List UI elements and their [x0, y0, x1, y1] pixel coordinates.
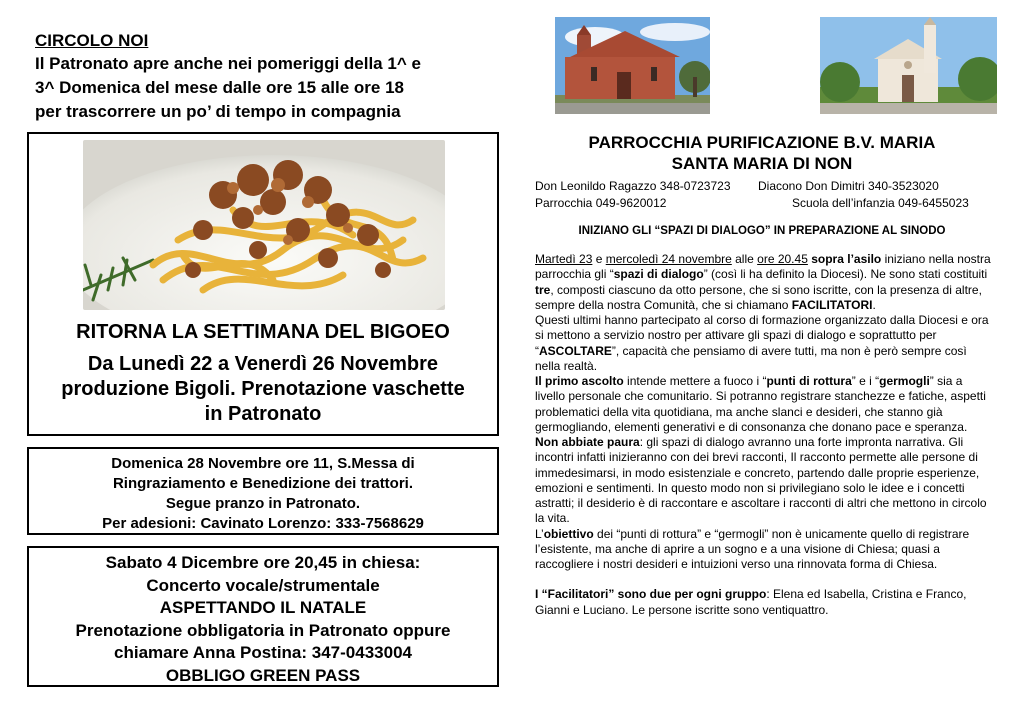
text-span: Questi ultimi hanno partecipato al corso di formazione organizzato dalla Diocesi e ora si mettono a servizio nostro per attivare gli spazi di dialogo e soprattutto per “	[535, 313, 989, 358]
circolo-noi-section	[35, 30, 505, 124]
circolo-line-1: Il Patronato apre anche nei pomeriggi della 1^ e	[35, 54, 421, 73]
text-span: I “Facilitatori” sono due per ogni gruppo	[535, 587, 767, 602]
bigoli-week-box	[27, 132, 499, 436]
concerto-line-1: Sabato 4 Dicembre ore 20,45 in chiesa:	[105, 553, 421, 572]
article-paragraph-1	[535, 252, 993, 313]
text-span: L’	[535, 526, 544, 541]
contact-don: Don Leonildo Ragazzo 348-0723723	[535, 179, 731, 193]
article-headline: INIZIANO GLI “SPAZI DI DIALOGO” IN PREPARAZIONE AL SINODO	[578, 225, 946, 237]
contact-diacono: Diacono Don Dimitri 340-3523020	[758, 179, 939, 193]
text-span: germogli	[879, 374, 930, 388]
text-span: FACILITATORI	[791, 297, 873, 312]
article-body	[535, 252, 993, 618]
text-span: Il primo ascolto	[535, 374, 624, 388]
text-span: : gli spazi di dialogo avranno una forte impronta narrativa. Gli incontri infatti inizieranno con dei brevi racconti, Il racconto permette alle persone di immedesimarsi, in modo esistenziale e concreto, partendo dalle proprie esperienze, emozioni e sentimenti. In questo modo non si privilegiano solo le idee e i concetti astratti; il desiderio è di raccontare e ascoltare i racconti di altri che mettono in circolo la vita.	[535, 435, 987, 526]
church-image-2	[820, 17, 997, 114]
concerto-line-2: Concerto vocale/strumentale	[146, 575, 380, 595]
parish-name-1: PARROCCHIA PURIFICAZIONE B.V. MARIA	[588, 133, 936, 152]
paragraph-gap	[535, 572, 993, 587]
text-span: iniziano nella nostra parrocchia gli “	[535, 252, 991, 282]
text-span: tre	[535, 282, 551, 297]
text-span: mercoledì 24 novembre	[605, 252, 732, 266]
article-paragraph-2	[535, 313, 993, 374]
text-span: ASCOLTARE	[539, 343, 612, 358]
concerto-line-5: chiamare Anna Postina: 347-0433004	[114, 643, 412, 662]
bigoli-details	[29, 352, 497, 427]
text-span: ” sia a livello personale che comunitario. Si potranno registrare stanchezze e fatiche, aspetti problematici della vita quotidiana, ma anche slanci e desideri, che stanno già germogliando, elementi generativi e di consonanza che donano pace e speranza.	[535, 374, 986, 434]
concerto-line-6: OBBLIGO GREEN PASS	[165, 665, 361, 685]
church-photo-2	[820, 17, 997, 114]
bigoli-line-1: Da Lunedì 22 a Venerdì 26 Novembre	[87, 353, 439, 375]
pasta-image	[83, 140, 445, 310]
messa-line-1: Domenica 28 Novembre ore 11, S.Messa di	[111, 455, 415, 472]
contact-scuola: Scuola dell’infanzia 049-6455023	[792, 196, 969, 210]
church-photo-1	[555, 17, 710, 114]
text-span: obiettivo	[543, 526, 594, 541]
text-span: dei “punti di rottura” e “germogli” non è unicamente quello di registrare l’esistente, ma anche di aprire a un sogno e a una visione di Chiesa; quasi a raccogliere i nostri desideri e intuizioni verso una rinnovata forma di Chiesa.	[535, 526, 970, 571]
circolo-line-2: 3^ Domenica del mese dalle ore 15 alle ore 18	[35, 78, 405, 97]
pasta-photo	[83, 140, 445, 310]
parish-header	[535, 132, 989, 174]
text-span: ”, capacità che pensiamo di avere tutti, ma non è però sempre così nella realtà.	[535, 343, 967, 373]
text-span: punti di rottura	[766, 374, 852, 388]
article-paragraph-4	[535, 527, 993, 573]
concerto-line-4: Prenotazione obbligatoria in Patronato oppure	[75, 620, 451, 640]
concerto-box	[27, 546, 499, 687]
bigoli-line-2: produzione Bigoli. Prenotazione vaschette	[61, 378, 465, 400]
contact-parrocchia: Parrocchia 049-9620012	[535, 196, 667, 210]
text-span: ore 20.45	[757, 252, 808, 266]
text-span: intende mettere a fuoco i “	[623, 374, 767, 388]
text-span: ” (così li ha definito la Diocesi). Ne sono stati costituiti	[703, 267, 988, 282]
messa-line-3: Segue pranzo in Patronato.	[165, 495, 361, 512]
text-span: : Elena ed Isabella, Cristina e Franco, Gianni e Luciano. Le persone iscritte sono ventiquattro.	[535, 587, 967, 617]
text-span: Martedì 23	[535, 252, 593, 266]
messa-ringraziamento-box	[27, 447, 499, 535]
messa-line-4: Per adesioni: Cavinato Lorenzo: 333-7568629	[102, 515, 424, 532]
text-span: spazi di dialogo	[613, 267, 704, 282]
bigoli-line-3: in Patronato	[204, 403, 322, 425]
circolo-title: CIRCOLO NOI	[35, 31, 149, 50]
messa-line-2: Ringraziamento e Benedizione dei trattori.	[112, 475, 414, 492]
article-paragraph-3	[535, 374, 993, 527]
concerto-line-3: ASPETTANDO IL NATALE	[159, 598, 367, 617]
text-span: ” e i “	[851, 374, 880, 388]
circolo-line-3: per trascorrere un po’ di tempo in compagnia	[35, 102, 401, 121]
article-paragraph-5	[535, 587, 993, 618]
text-span: e	[592, 252, 606, 266]
bigoli-title: RITORNA LA SETTIMANA DEL BIGOEO	[76, 321, 450, 343]
text-span: alle	[731, 252, 758, 266]
text-span: .	[872, 297, 876, 312]
text-span: Non abbiate paura	[535, 435, 640, 449]
church-image-1	[555, 17, 710, 114]
text-span: , composti ciascuno da otto persone, che si sono iscritte, con la presenza di altre, sempre della nostra Comunità, che si chiamano	[535, 282, 982, 312]
text-span: sopra l’asilo	[811, 252, 882, 266]
parish-name-2: SANTA MARIA DI NON	[671, 154, 853, 173]
